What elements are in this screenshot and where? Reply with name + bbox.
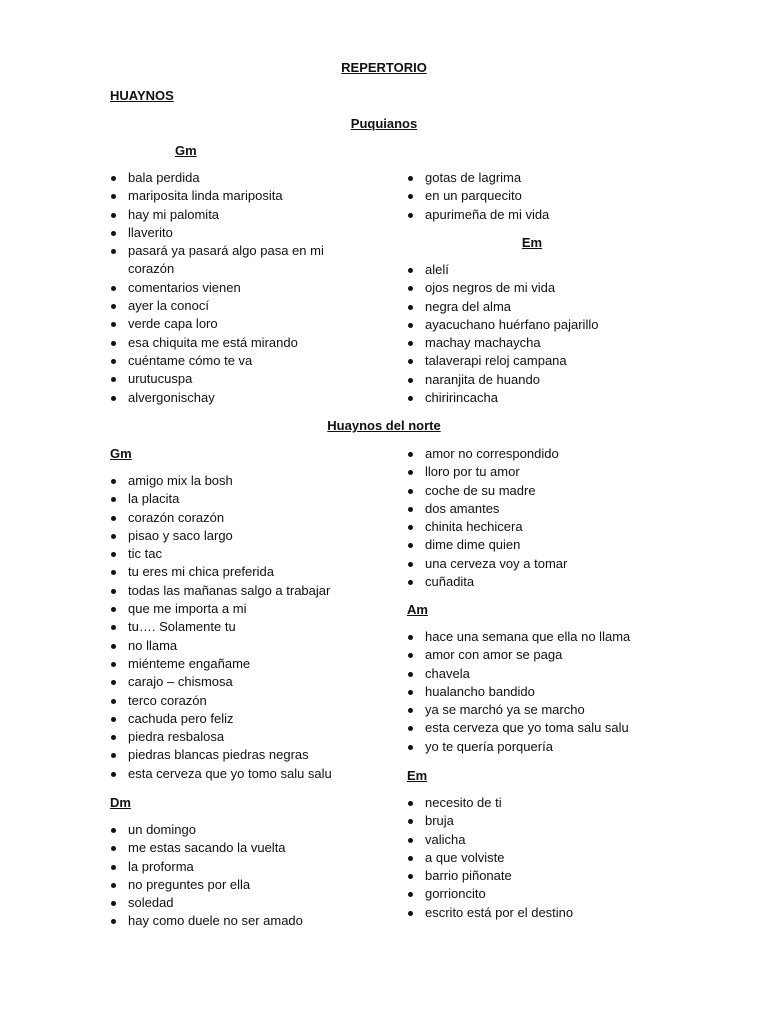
song-list-item: necesito de ti: [407, 794, 667, 812]
song-list-item: bala perdida: [110, 169, 340, 187]
song-list-item: negra del alma: [407, 298, 657, 316]
chord-label-gm: Gm: [110, 446, 132, 461]
song-list-norte-dm: [110, 821, 370, 931]
song-list-item: piedras blancas piedras negras: [110, 746, 370, 764]
song-list-item: ayer la conocí: [110, 297, 340, 315]
song-list-item: barrio piñonate: [407, 867, 667, 885]
song-list-item: talaverapi reloj campana: [407, 352, 657, 370]
song-list-item: tic tac: [110, 545, 370, 563]
song-list-item: dime dime quien: [407, 536, 667, 554]
song-list-item: cachuda pero feliz: [110, 710, 370, 728]
song-list-norte-em: [407, 794, 667, 922]
song-list-item: esta cerveza que yo tomo salu salu: [110, 765, 370, 783]
song-list-item: urutucuspa: [110, 370, 340, 388]
song-list-item: coche de su madre: [407, 482, 667, 500]
song-list-item: comentarios vienen: [110, 279, 340, 297]
chord-label-em: Em: [407, 768, 428, 783]
chord-label-gm: Gm: [175, 143, 197, 158]
song-list-item: hay como duele no ser amado: [110, 912, 370, 930]
song-list-puquianos-gm-continued: [407, 169, 657, 224]
song-list-item: dos amantes: [407, 500, 667, 518]
document-title: REPERTORIO: [341, 60, 427, 75]
song-list-item: chiririncacha: [407, 389, 657, 407]
section-heading-puquianos: Puquianos: [350, 116, 418, 131]
song-list-item: ojos negros de mi vida: [407, 279, 657, 297]
song-list-item: cuñadita: [407, 573, 667, 591]
song-list-item: yo te quería porquería: [407, 738, 667, 756]
song-list-item: piedra resbalosa: [110, 728, 370, 746]
song-list-item: chinita hechicera: [407, 518, 667, 536]
song-list-item: en un parquecito: [407, 187, 657, 205]
song-list-item: gorrioncito: [407, 885, 667, 903]
song-list-item: amor no correspondido: [407, 445, 667, 463]
song-list-item: alelí: [407, 261, 657, 279]
song-list-item: bruja: [407, 812, 667, 830]
category-heading: HUAYNOS: [110, 88, 174, 103]
song-list-item: pisao y saco largo: [110, 527, 370, 545]
section-heading-huaynos-del-norte: Huaynos del norte: [327, 418, 441, 433]
song-list-item: valicha: [407, 831, 667, 849]
song-list-item: una cerveza voy a tomar: [407, 555, 667, 573]
song-list-item: amor con amor se paga: [407, 646, 667, 664]
song-list-item: ya se marchó ya se marcho: [407, 701, 667, 719]
song-list-item: lloro por tu amor: [407, 463, 667, 481]
chord-label-em: Em: [521, 235, 543, 250]
chord-label-dm: Dm: [110, 795, 131, 810]
song-list-item: alvergonischay: [110, 389, 340, 407]
song-list-item: mariposita linda mariposita: [110, 187, 340, 205]
song-list-item: naranjita de huando: [407, 371, 657, 389]
song-list-item: soledad: [110, 894, 370, 912]
song-list-item: no llama: [110, 637, 370, 655]
song-list-item: corazón corazón: [110, 509, 370, 527]
song-list-item: apurimeña de mi vida: [407, 206, 657, 224]
song-list-item: tu eres mi chica preferida: [110, 563, 370, 581]
song-list-item: tu…. Solamente tu: [110, 618, 370, 636]
song-list-item: todas las mañanas salgo a trabajar: [110, 582, 370, 600]
song-list-item: esa chiquita me está mirando: [110, 334, 340, 352]
song-list-item: carajo – chismosa: [110, 673, 370, 691]
song-list-item: a que volviste: [407, 849, 667, 867]
song-list-item: un domingo: [110, 821, 370, 839]
song-list-puquianos-em: [407, 261, 657, 407]
song-list-item: esta cerveza que yo toma salu salu: [407, 719, 667, 737]
song-list-item: ayacuchano huérfano pajarillo: [407, 316, 657, 334]
song-list-item: que me importa a mi: [110, 600, 370, 618]
song-list-item: no preguntes por ella: [110, 876, 370, 894]
song-list-item: machay machaycha: [407, 334, 657, 352]
chord-label-am: Am: [407, 602, 428, 617]
song-list-item: llaverito: [110, 224, 340, 242]
song-list-item: terco corazón: [110, 692, 370, 710]
song-list-item: escrito está por el destino: [407, 904, 667, 922]
song-list-item: amigo mix la bosh: [110, 472, 370, 490]
song-list-norte-gm: [110, 472, 370, 783]
song-list-item: me estas sacando la vuelta: [110, 839, 370, 857]
song-list-item: verde capa loro: [110, 315, 340, 333]
song-list-item: chavela: [407, 665, 667, 683]
song-list-item: pasará ya pasará algo pasa en mi corazón: [110, 242, 340, 279]
song-list-item: hace una semana que ella no llama: [407, 628, 667, 646]
song-list-item: miénteme engañame: [110, 655, 370, 673]
song-list-norte-am: [407, 628, 667, 756]
song-list-item: hay mi palomita: [110, 206, 340, 224]
song-list-item: cuéntame cómo te va: [110, 352, 340, 370]
song-list-item: la proforma: [110, 858, 370, 876]
song-list-item: hualancho bandido: [407, 683, 667, 701]
song-list-norte-gm-continued: [407, 445, 667, 591]
song-list-puquianos-gm: [110, 169, 340, 407]
song-list-item: gotas de lagrima: [407, 169, 657, 187]
song-list-item: la placita: [110, 490, 370, 508]
